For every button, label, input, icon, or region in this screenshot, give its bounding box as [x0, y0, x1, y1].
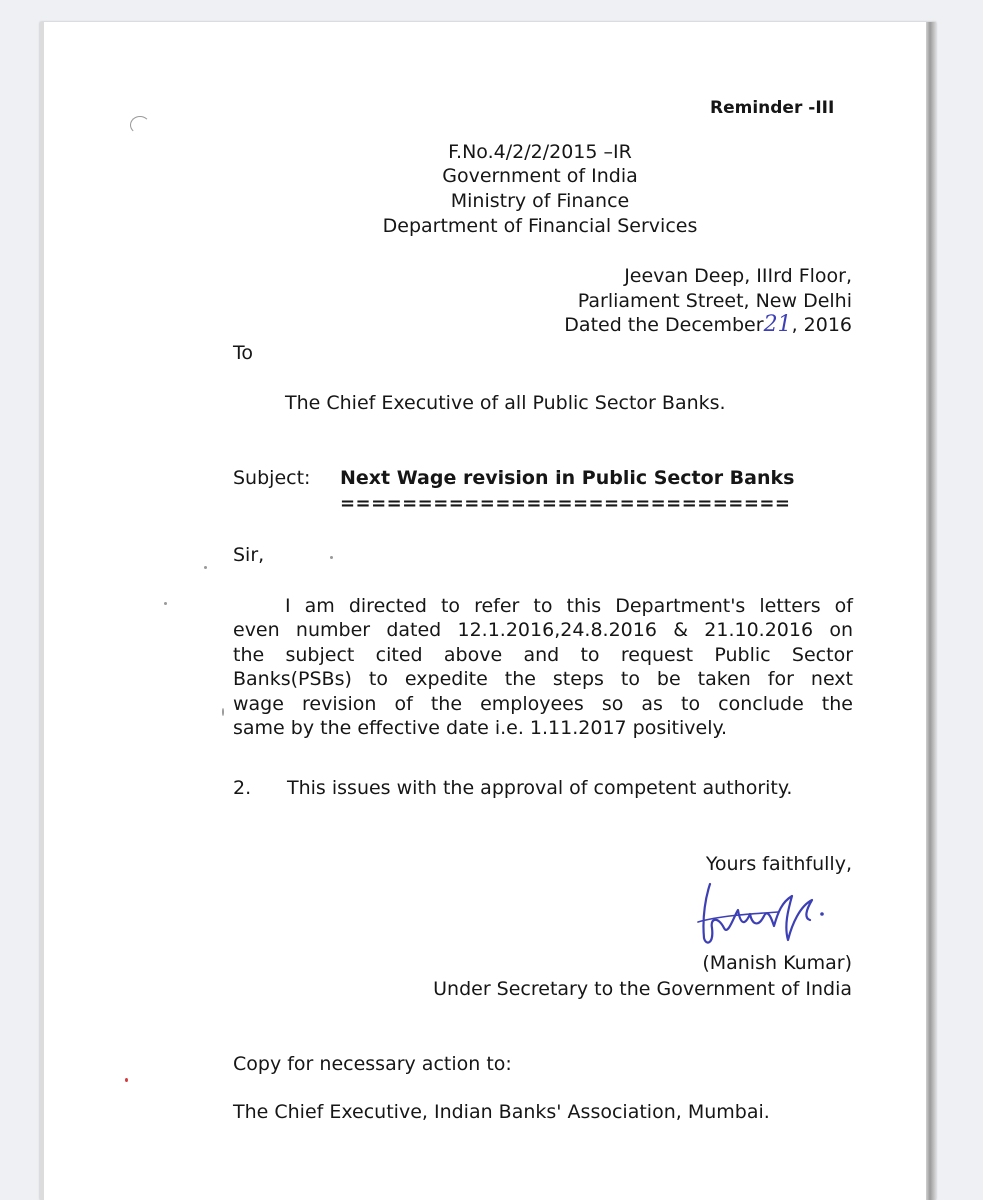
closing-line: Yours faithfully, [705, 853, 852, 875]
red-mark-speck [125, 1078, 128, 1082]
department-name: Department of Financial Services [382, 215, 698, 237]
scan-speck [164, 602, 167, 605]
subject-underline: ============================= [340, 493, 791, 514]
signatory-title: Under Secretary to the Government of India [433, 978, 852, 1000]
page-right-edge-shadow [926, 22, 936, 1200]
para1-line-4: Banks(PSBs) to expedite the steps to be taken for next [233, 668, 853, 690]
subject-label: Subject: [233, 467, 311, 489]
para1-line-5: wage revision of the employees so as to conclude the [233, 693, 853, 715]
page-left-edge [40, 22, 44, 1200]
file-number: F.No.4/2/2/2015 –IR [448, 141, 632, 163]
para1-line-1: I am directed to refer to this Department's letters of [285, 595, 853, 617]
reminder-label: Reminder -III [710, 98, 835, 118]
address-line-2: Parliament Street, New Delhi [577, 290, 852, 312]
signatory-name: (Manish Kumar) [702, 952, 852, 974]
para2-number: 2. [233, 777, 252, 799]
scan-speck [222, 708, 224, 716]
para1-line-6: same by the effective date i.e. 1.11.2017 positively. [233, 717, 728, 739]
scan-speck [204, 566, 207, 569]
handwritten-signature [688, 876, 838, 956]
para2-text: This issues with the approval of competent authority. [287, 777, 793, 799]
to-label: To [233, 342, 254, 364]
subject-text: Next Wage revision in Public Sector Banks [340, 467, 795, 489]
copy-label: Copy for necessary action to: [233, 1053, 512, 1075]
punch-hole-mark [130, 116, 150, 134]
para1-line-3: the subject cited above and to request Public Sector [233, 644, 853, 666]
scan-speck [330, 556, 333, 559]
para1-line-2: even number dated 12.1.2016,24.8.2016 & 21.10.2016 on [233, 619, 853, 641]
address-line-1: Jeevan Deep, IIIrd Floor, [624, 265, 852, 287]
letter-date [470, 313, 852, 337]
copy-recipient: The Chief Executive, Indian Banks' Association, Mumbai. [233, 1101, 770, 1123]
date-prefix: Dated the December [564, 314, 764, 336]
handwritten-date-day: 21 [763, 312, 792, 337]
date-suffix: , 2016 [791, 314, 852, 336]
recipient-line: The Chief Executive of all Public Sector Banks. [285, 392, 726, 414]
ministry-name: Ministry of Finance [450, 190, 630, 212]
government-name: Government of India [442, 165, 638, 187]
salutation: Sir, [233, 544, 265, 566]
